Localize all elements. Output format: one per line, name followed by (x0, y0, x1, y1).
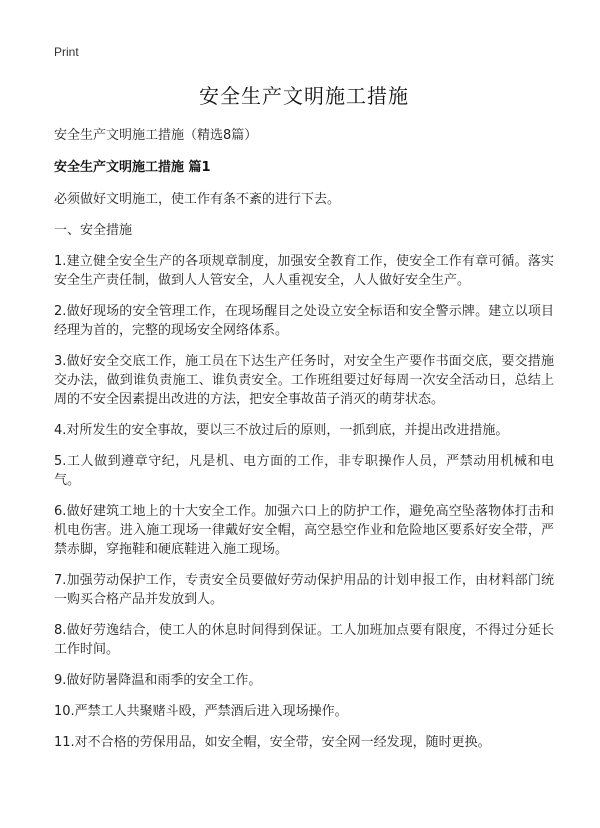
document-subtitle: 安全生产文明施工措施（精选8篇） (54, 128, 258, 143)
section-heading: 安全生产文明施工措施 篇1 (54, 160, 211, 175)
paragraph-item-2: 2.做好现场的安全管理工作，在现场醒目之处设立安全标语和安全警示牌。建立以项目经理为首的，完整的现场安全网络体系。 (54, 304, 554, 338)
paragraph-item-9: 9.做好防暑降温和雨季的安全工作。 (54, 673, 262, 688)
paragraph-intro: 必须做好文明施工，使工作有条不紊的进行下去。 (54, 192, 341, 207)
paragraph-item-3: 3.做好安全交底工作，施工员在下达生产任务时，对安全生产要作书面交底，要交措施交办法，做到谁负责施工、谁负责安全。工作班组要过好每周一次安全活动日，总结上周的不安全因素提出改进的方法，把安全事故苗子消灭的萌芽状态。 (54, 354, 554, 407)
paragraph-item-8: 8.做好劳逸结合，使工人的休息时间得到保证。工人加班加点要有限度，不得过分延长工作时间。 (54, 623, 554, 657)
paragraph-item-4: 4.对所发生的安全事故，要以三不放过后的原则，一抓到底，并提出改进措施。 (54, 423, 509, 438)
paragraph-safety-heading: 一、安全措施 (54, 223, 133, 238)
paragraph-item-1: 1.建立健全安全生产的各项规章制度，加强安全教育工作，使安全工作有章可循。落实安全生产责任制，做到人人管安全，人人重视安全，人人做好安全生产。 (54, 254, 554, 288)
print-label: Print (54, 45, 79, 59)
paragraph-item-11: 11.对不合格的劳保用品，如安全帽，安全带，安全网一经发现，随时更换。 (54, 735, 491, 750)
document-title: 安全生产文明施工措施 (199, 84, 409, 108)
paragraph-item-7: 7.加强劳动保护工作，专责安全员要做好劳动保护用品的计划申报工作，由材料部门统一购买合格产品并发放到人。 (54, 573, 554, 607)
paragraph-item-5: 5.工人做到遵章守纪，凡是机、电方面的工作，非专职操作人员，严禁动用机械和电气。 (54, 454, 554, 488)
paragraph-item-6: 6.做好建筑工地上的十大安全工作。加强六口上的防护工作，避免高空坠落物体打击和机电伤害。进入施工现场一律戴好安全帽，高空悬空作业和危险地区要系好安全带，严禁赤脚，穿拖鞋和硬底鞋进入施工现场。 (54, 504, 554, 557)
paragraph-item-10: 10.严禁工人共聚赌斗殴，严禁酒后进入现场操作。 (54, 704, 348, 719)
